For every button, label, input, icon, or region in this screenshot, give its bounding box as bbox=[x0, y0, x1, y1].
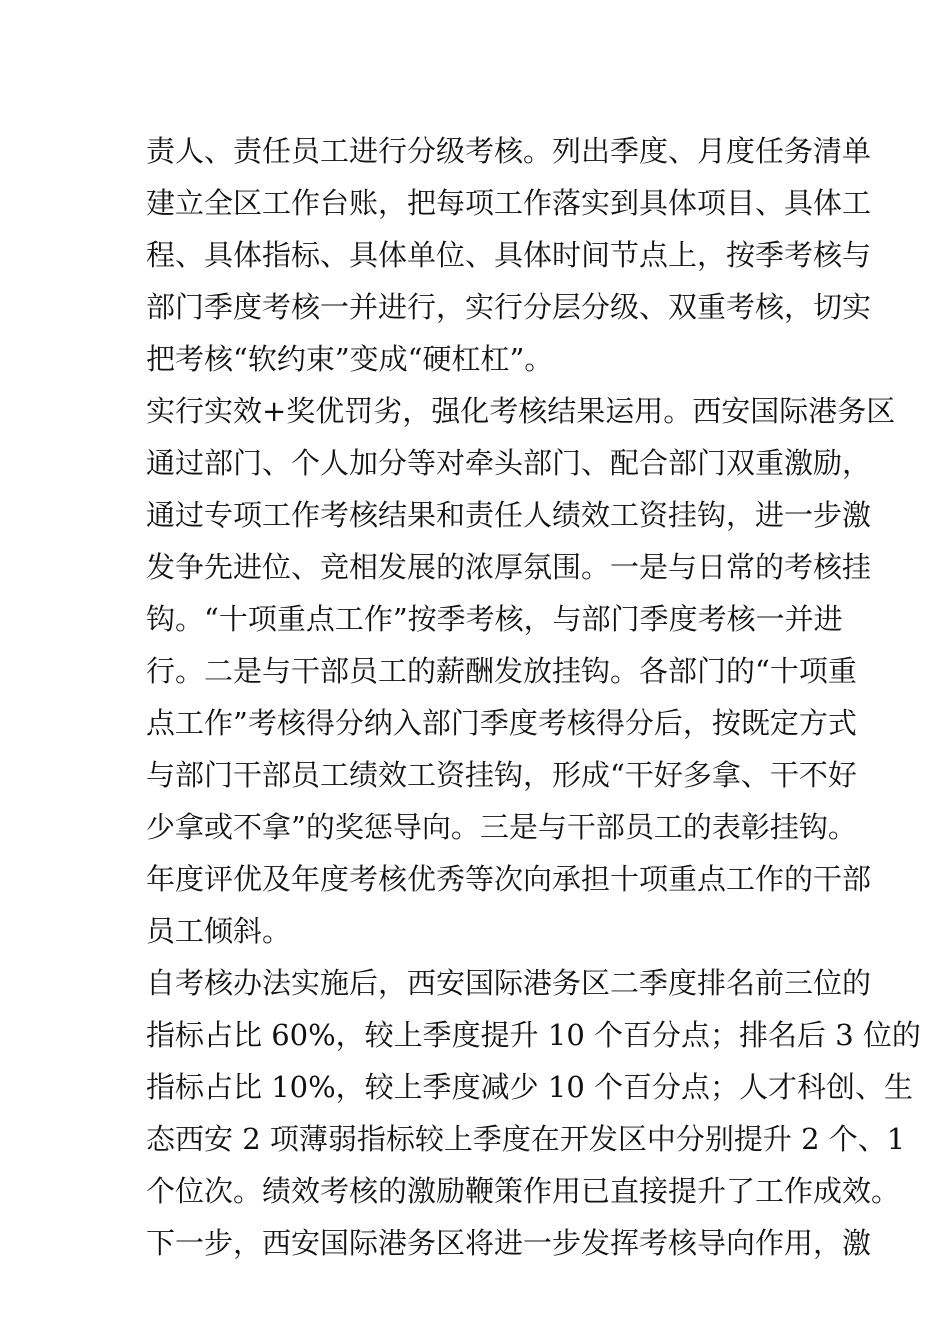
text-line-1: 责人、责任员工进行分级考核。列出季度、月度任务清单 bbox=[146, 134, 872, 168]
text-line-13: 与部门干部员工绩效工资挂钩，形成“干好多拿、干不好 bbox=[146, 758, 857, 792]
text-line-18: 指标占比 60%，较上季度提升 10 个百分点；排名后 3 位的 bbox=[146, 1018, 921, 1052]
text-line-15: 年度评优及年度考核优秀等次向承担十项重点工作的干部 bbox=[146, 862, 872, 896]
text-line-7: 通过部门、个人加分等对牵头部门、配合部门双重激励， bbox=[146, 446, 872, 480]
text-line-11: 行。二是与干部员工的薪酬发放挂钩。各部门的“十项重 bbox=[146, 654, 857, 688]
text-line-2: 建立全区工作台账，把每项工作落实到具体项目、具体工 bbox=[146, 186, 872, 220]
text-line-21: 个位次。绩效考核的激励鞭策作用已直接提升了工作成效。 bbox=[146, 1174, 901, 1208]
text-line-19: 指标占比 10%，较上季度减少 10 个百分点；人才科创、生 bbox=[146, 1070, 914, 1104]
text-line-9: 发争先进位、竞相发展的浓厚氛围。一是与日常的考核挂 bbox=[146, 550, 872, 584]
text-line-12: 点工作”考核得分纳入部门季度考核得分后，按既定方式 bbox=[146, 706, 857, 740]
text-line-17: 自考核办法实施后，西安国际港务区二季度排名前三位的 bbox=[146, 966, 872, 1000]
text-line-3: 程、具体指标、具体单位、具体时间节点上，按季考核与 bbox=[146, 238, 872, 272]
text-line-5: 把考核“软约束”变成“硬杠杠”。 bbox=[146, 342, 554, 376]
text-line-22: 下一步，西安国际港务区将进一步发挥考核导向作用，激 bbox=[146, 1226, 872, 1260]
text-line-20: 态西安 2 项薄弱指标较上季度在开发区中分别提升 2 个、1 bbox=[146, 1122, 906, 1156]
text-line-14: 少拿或不拿”的奖惩导向。三是与干部员工的表彰挂钩。 bbox=[146, 810, 857, 844]
text-line-6: 实行实效+奖优罚劣，强化考核结果运用。西安国际港务区 bbox=[146, 394, 896, 428]
text-line-4: 部门季度考核一并进行，实行分层分级、双重考核，切实 bbox=[146, 290, 872, 324]
text-line-8: 通过专项工作考核结果和责任人绩效工资挂钩，进一步激 bbox=[146, 498, 872, 532]
text-line-10: 钩。“十项重点工作”按季考核，与部门季度考核一并进 bbox=[146, 602, 843, 636]
text-line-16: 员工倾斜。 bbox=[146, 914, 292, 948]
